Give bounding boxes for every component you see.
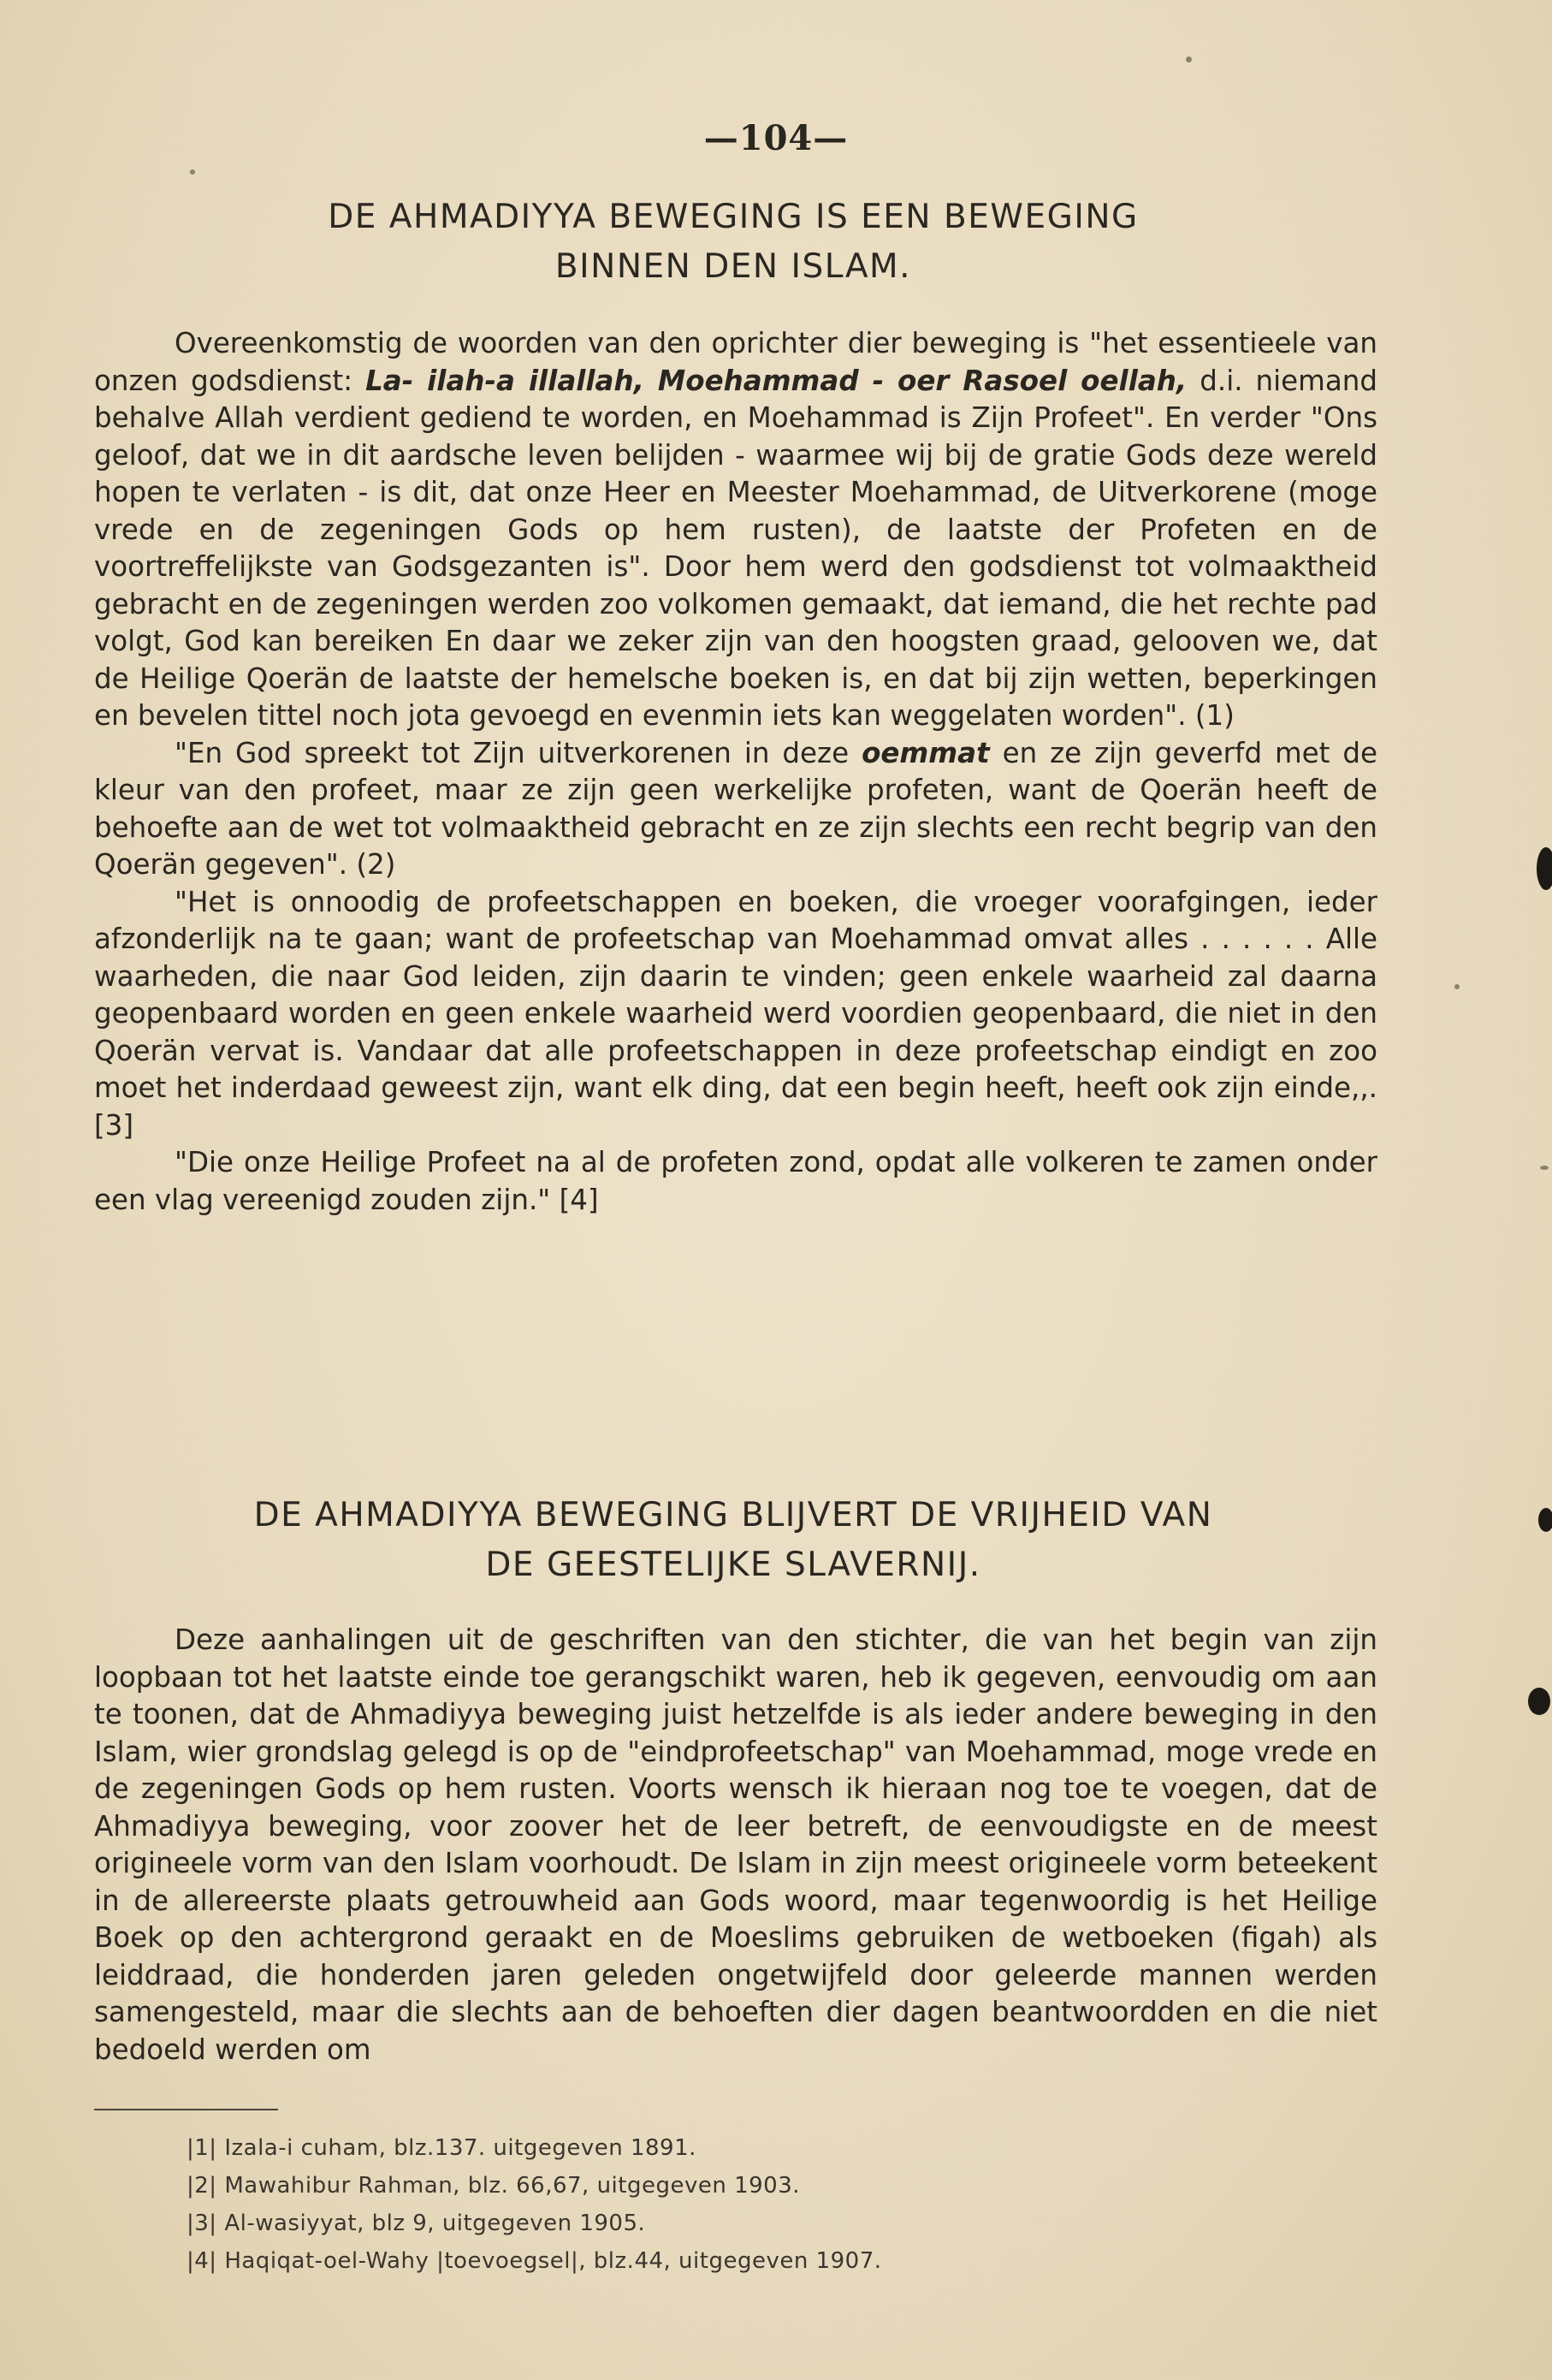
paper-speck bbox=[1454, 984, 1460, 989]
section-heading-1-line-2: BINNEN DEN ISLAM. bbox=[554, 247, 912, 286]
section-heading-2-line-1: DE AHMADIYYA BEWEGING BLIJVERT DE VRIJHEID VAN bbox=[253, 1496, 1213, 1534]
paragraph: "Die onze Heilige Profeet na al de profeten zond, opdat alle volkeren te zamen onder een vlag vereenigd zouden zijn." [4] bbox=[94, 1146, 1377, 1216]
section-heading-1 bbox=[128, 193, 1338, 292]
binding-hole-mark bbox=[1538, 1508, 1552, 1532]
paper-speck bbox=[1540, 1166, 1549, 1170]
footnote: |1| Izala-i cuham, blz.137. uitgegeven 1891. bbox=[187, 2135, 696, 2161]
oemmat-term: oemmat bbox=[862, 736, 990, 769]
paragraph: Deze aanhalingen uit de geschriften van den stichter, die van het begin van zijn loopbaan tot het laatste einde toe gerangschikt waren, heb ik gegeven, eenvoudig om aan te toonen, dat de Ahmadiyya beweging juist hetzelfde is als ieder andere beweging in den Islam, wier grondslag gelegd is op de "eindprofeetschap" van Moehammad, moge vrede en de zegeningen Gods op hem rusten. Voorts wensch ik hieraan nog toe te voegen, dat de Ahmadiyya beweging, voor zoover het de leer betreft, de eenvoudigste en de meest origineele vorm van den Islam voorhoudt. De Islam in zijn meest origineele vorm beteekent in de allereerste plaats getrouwheid aan Gods woord, maar tegenwoordig is het Heilige Boek op den achtergrond geraakt en de Moeslims gebruiken de wetboeken (figah) als leiddraad, die honderden jaren geleden ongetwijfeld door geleerde mannen werden samengesteld, maar die slechts aan de behoeften dier dagen beantwoordden en die niet bedoeld werden om bbox=[94, 1623, 1377, 2066]
section-1-body bbox=[94, 325, 1377, 1219]
paragraph: "En God spreekt tot Zijn uitverkorenen in deze oemmat en ze zijn geverfd met de kleur van den profeet, maar ze zijn geen werkelijke profeten, want de Qoerän heeft de behoefte aan de wet tot volmaaktheid gebracht en ze zijn slechts een recht begrip van den Qoerän gegeven". (2) bbox=[94, 736, 1377, 881]
paragraph: "Het is onnoodig de profeetschappen en boeken, die vroeger voorafgingen, ieder afzonderlijk na te gaan; want de profeetschap van Moehammad omvat alles . . . . . . Alle waarheden, die naar God leiden, zijn daarin te vinden; geen enkele waarheid zal daarna geopenbaard worden en geen enkele waarheid werd voordien geopenbaard, die niet in den Qoerän vervat is. Vandaar dat alle profeetschappen in deze profeetschap eindigt en zoo moet het inderdaad geweest zijn, want elk ding, dat een begin heeft, heeft ook zijn einde,,. [3] bbox=[94, 885, 1377, 1142]
shahada-term: La- ilah-a illallah, Moehammad - oer Rasoel oellah, bbox=[365, 364, 1188, 397]
paper-speck bbox=[190, 169, 195, 175]
section-2-body bbox=[94, 1622, 1377, 2068]
footnotes bbox=[187, 2129, 1299, 2280]
footnote: |3| Al-wasiyyat, blz 9, uitgegeven 1905. bbox=[187, 2211, 646, 2236]
page-number: —104— bbox=[703, 118, 849, 158]
binding-hole-mark bbox=[1528, 1688, 1550, 1715]
footnote-divider bbox=[94, 2109, 278, 2110]
paragraph: Overeenkomstig de woorden van den oprichter dier beweging is "het essentieele van onzen godsdienst: La- ilah-a illallah, Moehammad - oer Rasoel oellah, d.i. niemand behalve Allah verdient gediend te worden, en Moehammad is Zijn Profeet". En verder "Ons geloof, dat we in dit aardsche leven belijden - waarmee wij bij de gratie Gods deze wereld hopen te verlaten - is dit, dat onze Heer en Meester Moehammad, de Uitverkorene (moge vrede en de zegeningen Gods op hem rusten), de laatste der Profeten en de voortreffelijkste van Godsgezanten is". Door hem werd den godsdienst tot volmaaktheid gebracht en de zegeningen werden zoo volkomen gemaakt, dat iemand, die het rechte pad volgt, God kan bereiken En daar we zeker zijn van den hoogsten graad, gelooven we, dat de Heilige Qoerän de laatste der hemelsche boeken is, en dat bij zijn wetten, beperkingen en bevelen tittel noch jota gevoegd en evenmin iets kan weggelaten worden". (1) bbox=[94, 327, 1377, 732]
paper-speck bbox=[1186, 56, 1192, 62]
binding-hole-mark bbox=[1537, 847, 1552, 890]
section-heading-2-line-2: DE GEESTELIJKE SLAVERNIJ. bbox=[485, 1546, 981, 1584]
footnote: |2| Mawahibur Rahman, blz. 66,67, uitgegeven 1903. bbox=[187, 2173, 801, 2199]
section-heading-2 bbox=[128, 1491, 1338, 1590]
section-heading-1-line-1: DE AHMADIYYA BEWEGING IS EEN BEWEGING bbox=[328, 198, 1139, 236]
footnote: |4| Haqiqat-oel-Wahy |toevoegsel|, blz.44, uitgegeven 1907. bbox=[187, 2248, 882, 2274]
